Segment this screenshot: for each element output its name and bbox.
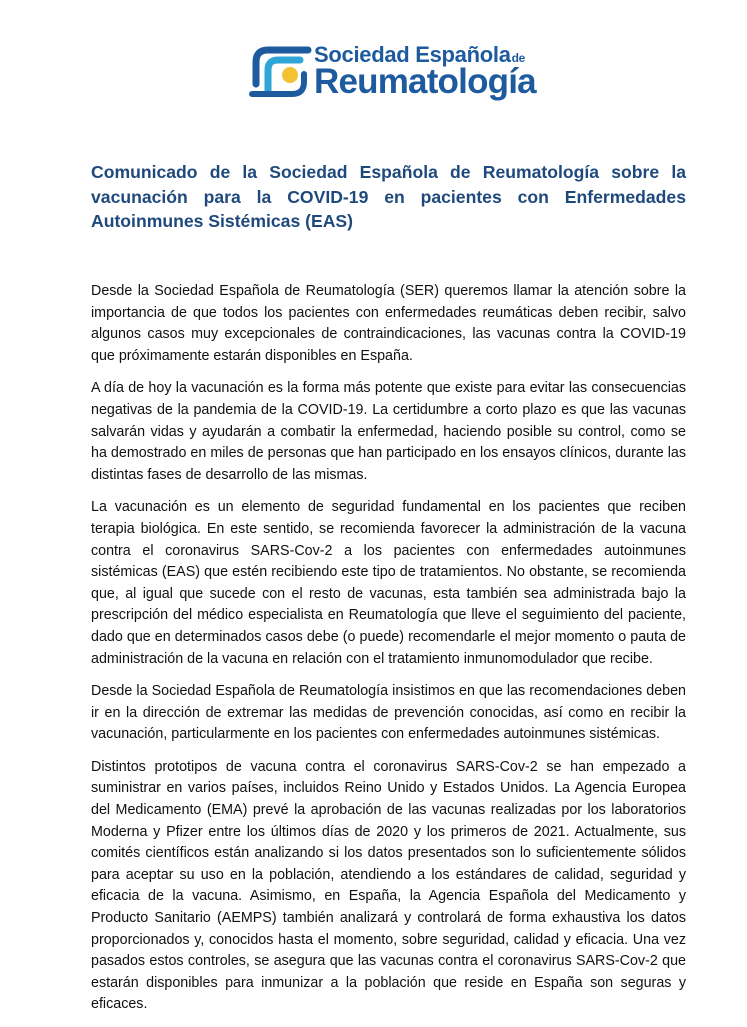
paragraph-biologic-therapy: La vacunación es un elemento de seguridad fundamental en los pacientes que reciben terapia biológica. En este sentido, se recomienda favorecer la administración de la vacuna contra el coronavirus SARS-Cov-2 a los pacientes con enfermedades autoinmunes sistémicas (EAS) que estén recibiendo este tipo de tratamientos. No obstante, se recomienda que, al igual que sucede con el resto de vacunas, esta también sea administrada bajo la prescripción del médico especialista en Reumatología que lleve el seguimiento del paciente, dado que en determinados casos debe (o puede) recomendarle el mejor momento o pauta de administración de la vacuna en relación con el tratamiento inmunomodulador que recibe. (91, 499, 686, 667)
document-body (91, 281, 686, 1027)
logo-society-name: Sociedad Española (314, 42, 511, 67)
ser-logo (248, 40, 538, 106)
paragraph-vaccine-approval: Distintos prototipos de vacuna contra el coronavirus SARS-Cov-2 se han empezado a suministrar en varios países, incluidos Reino Unido y Estados Unidos. La Agencia Europea del Medicamento (EMA) prevé la aprobación de las vacunas realizadas por los laboratorios Moderna y Pfizer entre los últimos días de 2020 y los primeros de 2021. Actualmente, sus comités científicos están analizando si los datos presentados son lo suficientemente sólidos para aceptar su uso en la población, atendiendo a los estándares de calidad, seguridad y eficacia de la vacuna. Asimismo, en España, la Agencia Española del Medicamento y Producto Sanitario (AEMPS) también analizará y controlará de forma exhaustiva los datos proporcionados y, conocidos hasta el momento, sobre seguridad, calidad y eficacia. Una vez pasados estos controles, se asegura que las vacunas contra el coronavirus SARS-Cov-2 que estarán disponibles para inmunizar a la población que reside en España son seguras y eficaces. (91, 758, 686, 1013)
paragraph-vaccination-importance: A día de hoy la vacunación es la forma más potente que existe para evitar las consecuencias negativas de la pandemia de la COVID-19. La certidumbre a corto plazo es que las vacunas salvarán vidas y ayudarán a combatir la enfermedad, haciendo posible su control, como se ha demostrado en miles de personas que han participado en los ensayos clínicos, durante las distintas fases de desarrollo de las mismas. (91, 380, 686, 483)
paragraph-recommendations: Desde la Sociedad Española de Reumatología insistimos en que las recomendaciones deben ir en la dirección de extremar las medidas de prevención conocidas, así como en recibir la vacunación, particularmente en los pacientes con enfermedades autoinmunes sistémicas. (91, 683, 686, 743)
logo-de-suffix: de (511, 51, 526, 65)
ser-logo-mark-icon (248, 44, 312, 100)
logo-text-line2: Reumatología (314, 62, 536, 101)
paragraph-intro: Desde la Sociedad Española de Reumatología (SER) queremos llamar la atención sobre la importancia de que todos los pacientes con enfermedades reumáticas deben recibir, salvo algunos casos muy excepcionales de contraindicaciones, las vacunas contra la COVID-19 que próximamente estarán disponibles en España. (91, 283, 686, 364)
document-title: Comunicado de la Sociedad Española de Reumatología sobre la vacunación para la COVID-19 en pacientes con Enfermedades Autoinmunes Sistémicas (EAS) (91, 162, 686, 231)
